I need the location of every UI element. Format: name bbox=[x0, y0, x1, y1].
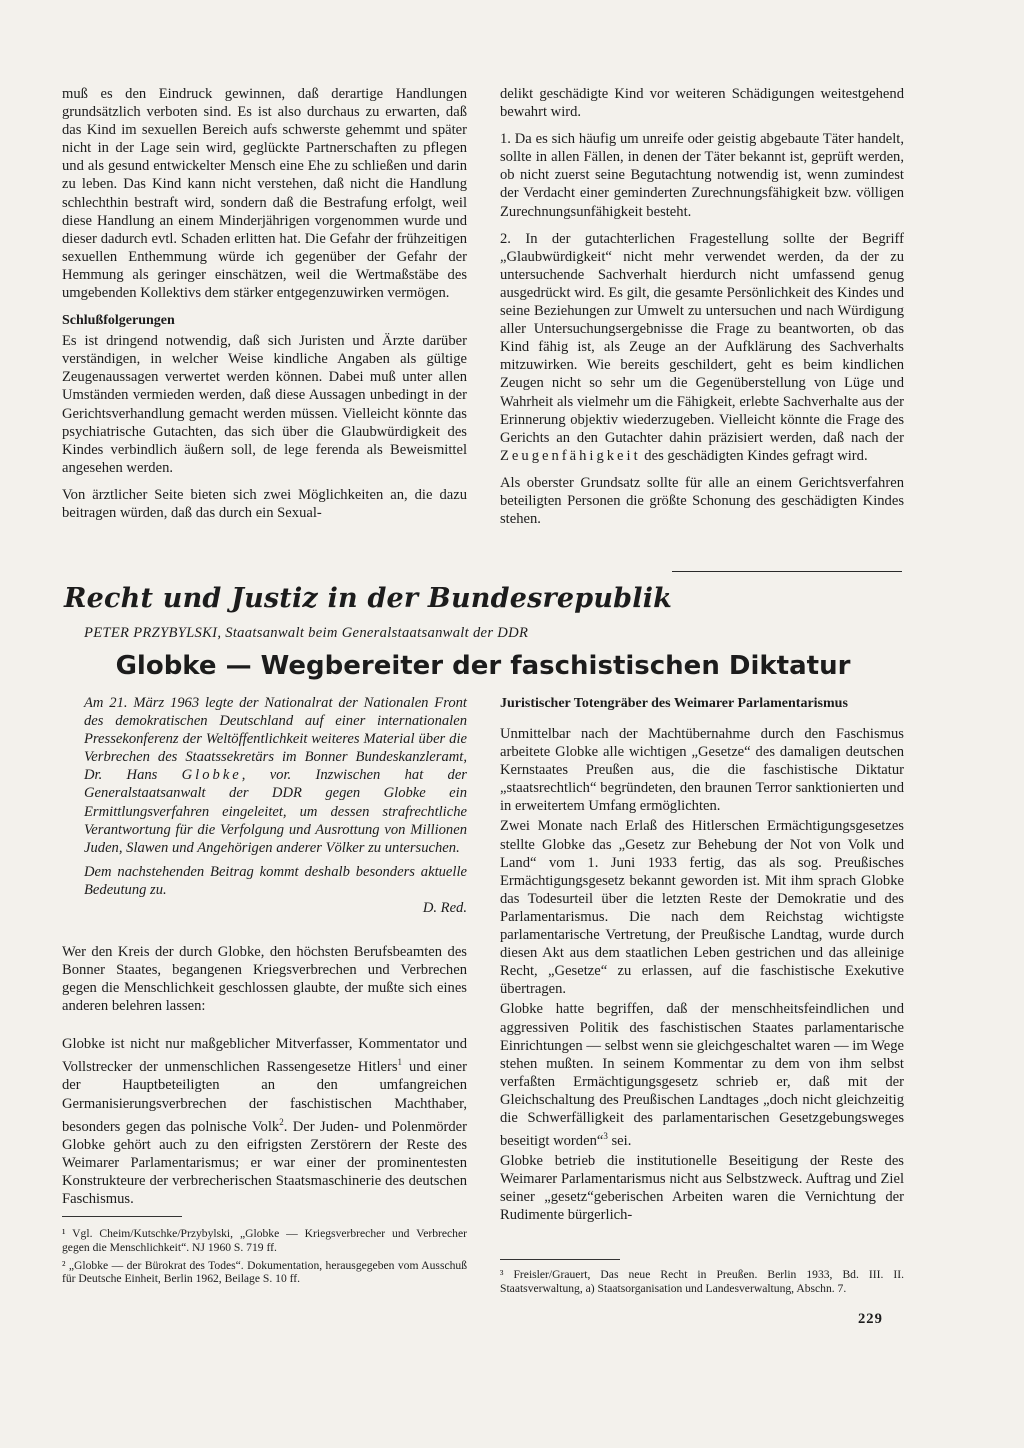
text-run: Am 21. März 1963 legte der Nationalrat der Nationalen Front des demokratischen Deutschland auf einer internationalen Pressekonferenz der Weltöffentlichkeit weiteres Material über die Verbrechen des Staatssekretärs im Bonner Bundeskanzleramt, Dr. Hans bbox=[84, 695, 467, 784]
footnote-divider bbox=[500, 1259, 620, 1260]
paragraph bbox=[500, 230, 904, 465]
text-run: , vor. Inzwischen hat der Generalstaatsanwalt der DDR gegen Globke ein Ermittlungsverfahren eingeleitet, um dessen strafrechtliche Verantwortung für die Verfolgung und Ausrottung von Millionen Juden, Slawen und Angehörigen anderer Völker zu untersuchen. bbox=[84, 767, 467, 856]
text-run: . Der Juden- und Polenmörder Globke gehört auch zu den eifrigsten Zerstörern der Reste des Weimarer Parlamentarismus; er war einer der prominentesten Konstrukteure der verbrecherischen Staatsmaschinerie des deutschen Faschismus. bbox=[62, 1118, 467, 1207]
footnotes-right bbox=[500, 1268, 904, 1296]
top-right-column bbox=[500, 85, 904, 528]
paragraph: Unmittelbar nach der Machtübernahme durch den Faschismus arbeitete Globke alle wichtigen „Gesetze“ des damaligen deutschen Kernstaates Preußen aus, die die faschistische Diktatur „staatsrechtlich“ begründeten, den braunen Terror sanktionierten und in erweitertem Umfang ermöglichten. bbox=[500, 726, 904, 815]
text-run: und einer der Hauptbeteiligten an den umfangreichen Germanisierungsverbrechen der faschistischen Machthaber, besonders gegen das polnische Volk bbox=[62, 1059, 467, 1135]
footnote-divider bbox=[62, 1216, 182, 1217]
emphasized-name: Globke bbox=[181, 767, 242, 784]
footnote: ¹ Vgl. Cheim/Kutschke/Przybylski, „Globke — Kriegsverbrecher und Verbrecher gegen die Menschlichkeit“. NJ 1960 S. 719 ff. bbox=[62, 1227, 467, 1254]
page-number: 229 bbox=[858, 1311, 883, 1327]
section-title: Recht und Justiz in der Bundesrepublik bbox=[64, 583, 673, 614]
paragraph: muß es den Eindruck gewinnen, daß derartige Handlungen grundsätzlich verboten sind. Es ist also durchaus zu erwarten, daß das Kind im sexuellen Bereich aufs schwerste gehemmt und später nicht in der Lage sein wird, geglückte Partnerschaften zu pflegen und als gesund entwickelter Mensch eine Ehe zu schließen und darin zu leben. Das Kind kann nicht verstehen, daß nicht die Handlung schlechthin bestraft wird, sondern daß die Bestrafung erfolgt, weil diese Handlung an einem Minderjährigen vorgenommen wurde und dieser dadurch evtl. Schaden erlitten hat. Die Gefahr der frühzeitigen sexuellen Enthemmung würde ich gegenüber der Gefahr der Hemmung als geringer einschätzen, weil die Wertmaßstäbe des umgebenden Kollektivs dem stärker entgegenzuwirken vermögen. bbox=[62, 86, 467, 302]
paragraph: Dem nachstehenden Beitrag kommt deshalb besonders aktuelle Bedeutung zu. bbox=[84, 863, 467, 898]
paragraph: Es ist dringend notwendig, daß sich Juristen und Ärzte darüber verständigen, in welcher Weise kindliche Angaben als gültige Zeugenaussagen verwertet werden können. Dabei muß unter allen Umständen vermieden werden, daß diese Aussagen unbedingt in der Gerichtsverhandlung gemacht werden müssen. Vielleicht könnte das psychiatrische Gutachten, das sich über die Glaubwürdigkeit des Kindes verbindlich äußern soll, de lege ferenda als Beweismittel angesehen werden. bbox=[62, 333, 467, 476]
footnote: ³ Freisler/Grauert, Das neue Recht in Preußen. Berlin 1933, Bd. III. II. Staatsverwaltung, a) Staatsorganisation und Landesverwaltung, Abschn. 7. bbox=[500, 1268, 904, 1295]
footnote-marker: 3 bbox=[603, 1131, 608, 1142]
footnote: ² „Globke — der Bürokrat des Todes“. Dokumentation, herausgegeben vom Ausschuß für Deutsche Einheit, Berlin 1962, Beilage S. 10 ff. bbox=[62, 1258, 467, 1286]
paragraph: Von ärztlicher Seite bieten sich zwei Möglichkeiten an, die dazu beitragen würden, daß das durch ein Sexual- bbox=[62, 486, 467, 521]
text-run: Globke ist nicht nur maßgeblicher Mitverfasser, Kommentator und Vollstrecker der unmenschlichen Rassengesetze Hitlers bbox=[62, 1036, 467, 1076]
bottom-right-column bbox=[500, 695, 904, 1224]
footnotes-left bbox=[62, 1227, 467, 1286]
footnote-marker: 1 bbox=[397, 1057, 403, 1068]
paragraph: delikt geschädigte Kind vor weiteren Schädigungen weitestgehend bewahrt wird. bbox=[500, 86, 904, 121]
bottom-left-column bbox=[62, 943, 467, 1208]
paragraph: Wer den Kreis der durch Globke, den höchsten Berufsbeamten des Bonner Staates, begangenen Kriegsverbrechen und Verbrechen gegen die Menschlichkeit geschlossen glaubte, der mußte sich eines anderen belehren lassen: bbox=[62, 944, 467, 1015]
paragraph bbox=[500, 1000, 904, 1150]
paragraph: Zwei Monate nach Erlaß des Hitlerschen Ermächtigungsgesetzes stellte Globke das „Gesetz zur Behebung der Not von Volk und Land“ vom 1. Juni 1933 fertig, das als sog. Preußisches Ermächtigungsgesetz bekannt geworden ist. Mit ihm sprach Globke das Todesurteil über die letzten Reste der Demokratie und des Parlamentarismus. Die nach dem Reichstag wichtigste parlamentarische Vertretung, der Preußische Landtag, wurde durch diesen Akt aus dem staatlichen Leben gestrichen und das alleinige Recht, „Gesetze“ zu erlassen, auf die faschistische Exekutive übertragen. bbox=[500, 818, 904, 998]
text-run: Globke hatte begriffen, daß der menschheitsfeindlichen und aggressiven Politik des faschistischen Staates parlamentarische Einrichtungen — selbst wenn sie gleichgeschaltet waren — im Wege stehen mußten. In seinem Kommentar zu dem von ihm selbst verfaßten Ermächtigungsgesetz schrieb er, daß mit der Gleichschaltung des Preußischen Landtages „doch nicht gleichzeitig die Schwerfälligkeit des parlamentarischen Gesetzgebungsweges beseitigt worden“ bbox=[500, 1001, 904, 1149]
paragraph bbox=[62, 1035, 467, 1208]
paragraph: Globke betrieb die institutionelle Beseitigung der Reste des Weimarer Parlamentarismus nicht aus Selbstzweck. Auftrag und Ziel seiner „gesetz“geberischen Arbeiten waren die Vernichtung der Rudimente bürgerlich- bbox=[500, 1153, 904, 1224]
section-heading: Juristischer Totengräber des Weimarer Parlamentarismus bbox=[500, 696, 848, 711]
text-run: 2. In der gutachterlichen Fragestellung sollte der Begriff „Glaubwürdigkeit“ nicht mehr verwendet werden, da der zu untersuchende Sachverhalt hierdurch nicht umfassend genug ausgedrückt wird. Es gilt, die gesamte Persönlichkeit des Kindes und seine Beziehungen zur Umwelt zu untersuchen und nach Würdigung aller Untersuchungsergebnisse die Frage zu beantworten, ob das Kind fähig ist, als Zeuge an der Aufklärung des Sachverhalts mitzuwirken. Wie bereits geschildert, geht es beim kindlichen Zeugen nicht so sehr um die Gegenüberstellung von Lüge und Wahrheit als vielmehr um die Fähigkeit, erlebte Sachverhalte aus der Erinnerung objektiv wiederzugeben. Vielleicht könnte die Frage des Gerichts an den Gutachter dahin präzisiert werden, daß nach der bbox=[500, 230, 904, 446]
text-run: sei. bbox=[607, 1132, 632, 1149]
article-headline: Globke — Wegbereiter der faschistischen Diktatur bbox=[115, 651, 851, 681]
author-byline: PETER PRZYBYLSKI, Staatsanwalt beim Generalstaatsanwalt der DDR bbox=[84, 625, 529, 641]
editorial-signature: D. Red. bbox=[422, 900, 467, 917]
emphasized-term: Zeugenfähigkeit bbox=[500, 447, 641, 464]
paragraph: Als oberster Grundsatz sollte für alle an einem Gerichtsverfahren beteiligten Personen die größte Schonung des geschädigten Kindes stehen. bbox=[500, 474, 904, 528]
section-divider bbox=[672, 571, 902, 572]
section-heading: Schlußfolgerungen bbox=[62, 313, 175, 329]
paragraph bbox=[84, 694, 467, 857]
top-left-column bbox=[62, 85, 467, 522]
text-run: des geschädigten Kindes gefragt wird. bbox=[644, 447, 868, 464]
footnote-marker: 2 bbox=[279, 1116, 284, 1127]
editorial-intro bbox=[84, 694, 467, 917]
paragraph: 1. Da es sich häufig um unreife oder geistig abgebaute Täter handelt, sollte in allen Fällen, in denen der Täter bekannt ist, geprüft werden, ob nicht zuerst seine Begutachtung notwendig ist, wenn zumindest der Verdacht einer geminderten Zurechnungsfähigkeit bzw. völligen Zurechnungsunfähigkeit besteht. bbox=[500, 131, 904, 220]
